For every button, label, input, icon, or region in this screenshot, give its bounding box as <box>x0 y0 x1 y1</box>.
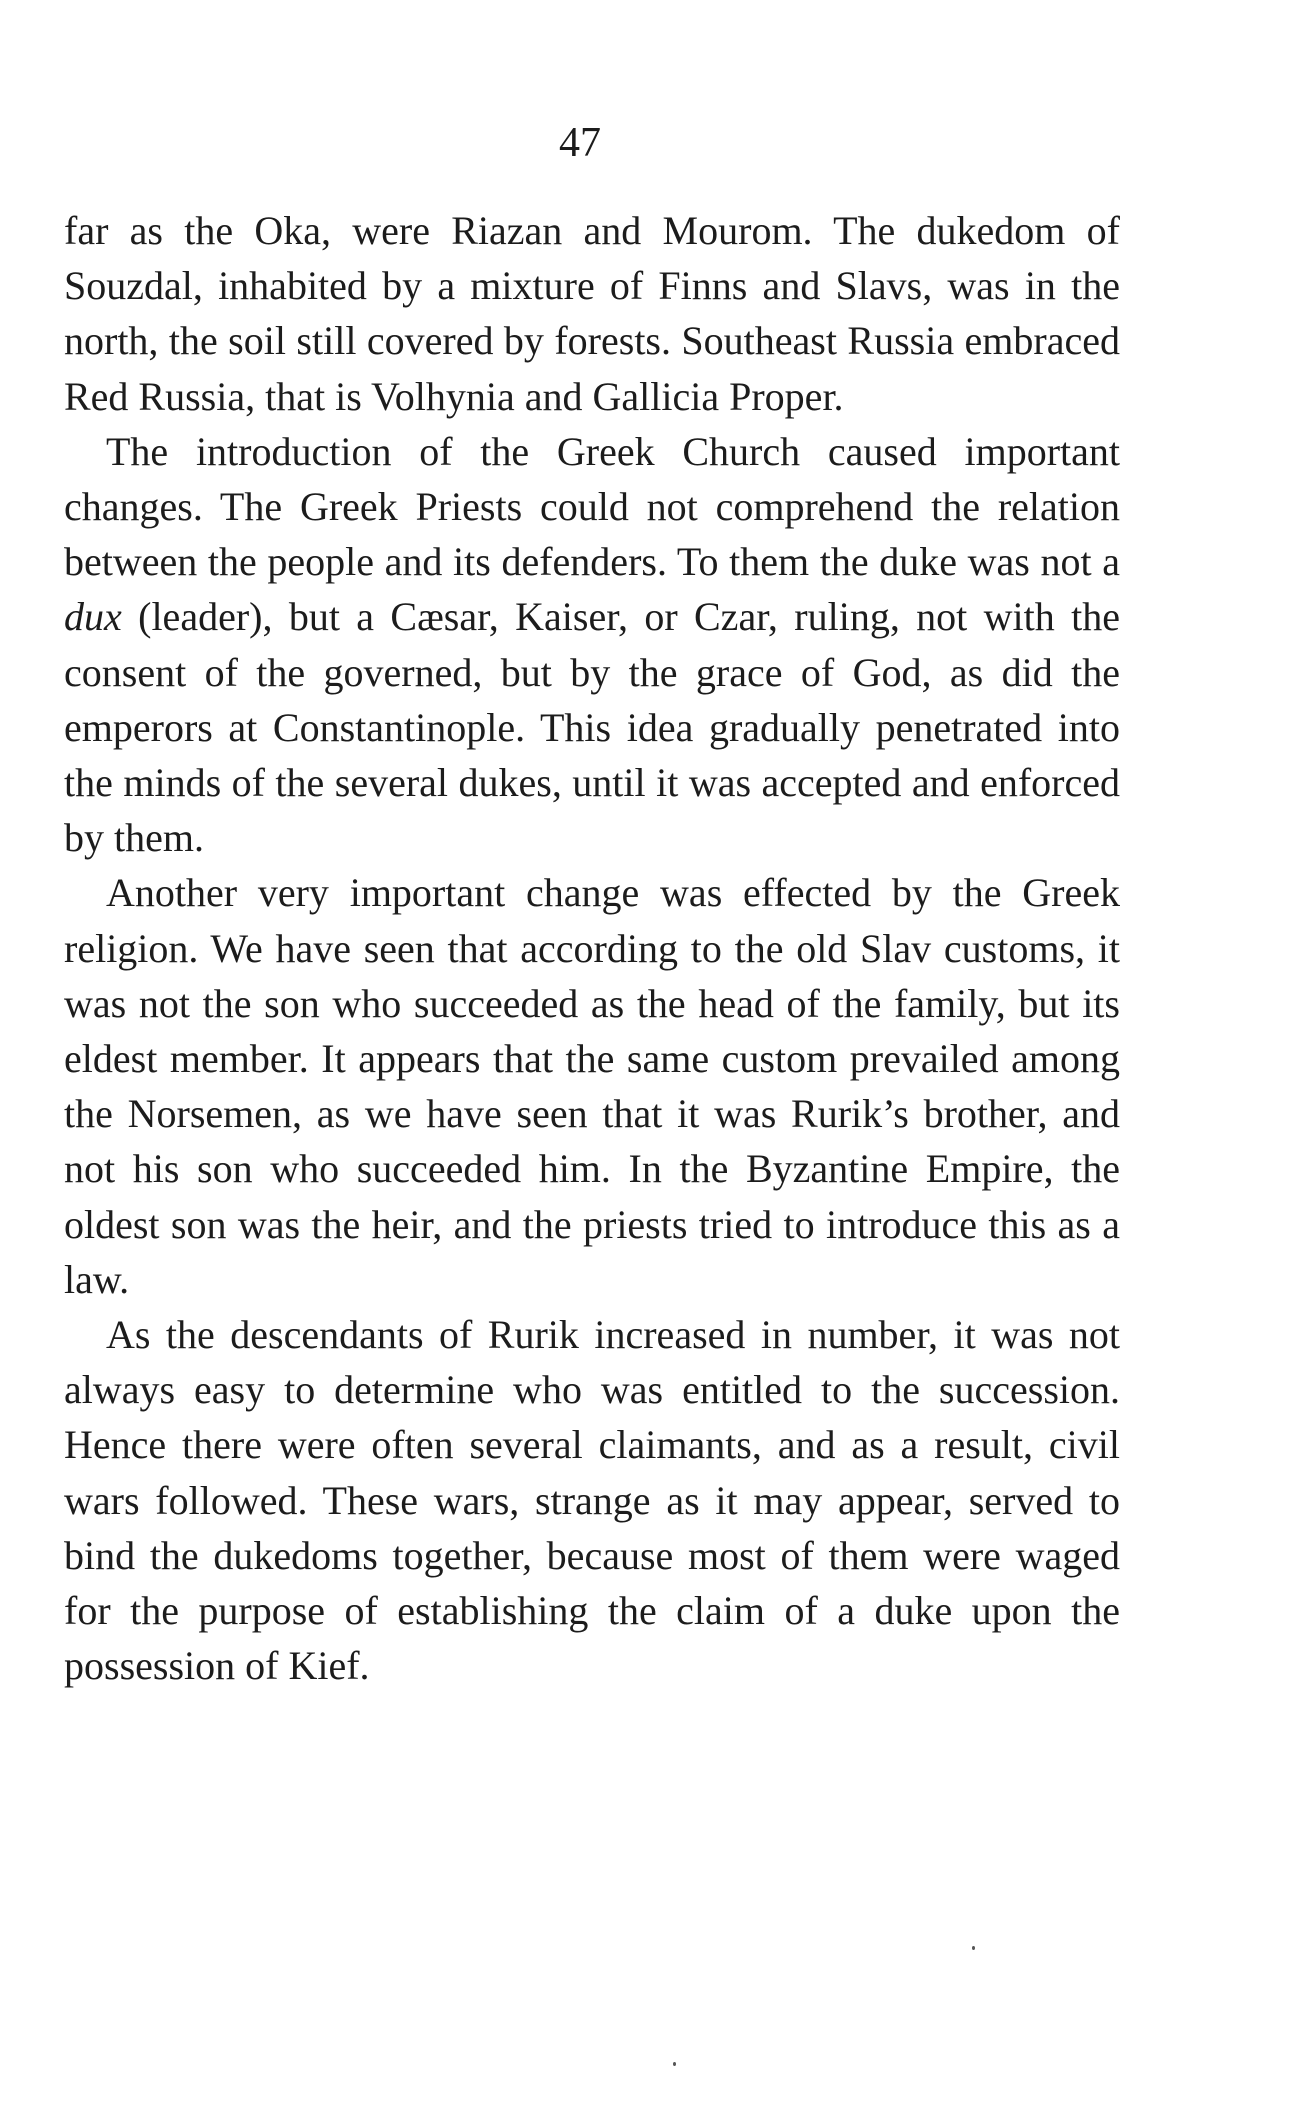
print-speck <box>673 2062 676 2066</box>
paragraph-3 <box>64 865 1120 1307</box>
print-speck <box>972 1946 975 1950</box>
paragraph-3-text: Another very important change was effected by the Greek religion. We have seen that according to the old Slav customs, it was not the son who succeeded as the head of the family, but its eldest member. It appears that the same custom prevailed among the Norsemen, as we have seen that it was Rurik’s brother, and not his son who succeeded him. In the Byzantine Empire, the oldest son was the heir, and the priests tried to introduce this as a law. <box>64 870 1120 1302</box>
paragraph-2 <box>64 424 1120 866</box>
paragraph-4-text: As the descendants of Rurik increased in number, it was not always easy to determine who was entitled to the succession. Hence there were often several claimants, and as a result, civil wars followed. These wars, strange as it may appear, served to bind the dukedoms together, because most of them were waged for the purpose of establishing the claim of a duke upon the possession of Kief. <box>64 1312 1120 1689</box>
paragraph-1-text: far as the Oka, were Riazan and Mourom. The dukedom of Souzdal, inhabited by a mixture of Finns and Slavs, was in the north, the soil still covered by forests. Southeast Russia embraced Red Russia, that is Volhynia and Gallicia Proper. <box>64 208 1120 419</box>
body-text <box>64 203 1120 1693</box>
paragraph-1 <box>64 203 1120 424</box>
paragraph-2-italic-term: dux <box>64 594 122 640</box>
paragraph-2-text-b: (leader), but a Cæsar, Kaiser, or Czar, ruling, not with the consent of the governed, but by the grace of God, as did the emperors at Constantinople. This idea gradually penetrated into the minds of the several dukes, until it was accepted and enforced by them. <box>64 594 1120 861</box>
page-number: 47 <box>559 120 601 166</box>
paragraph-4 <box>64 1307 1120 1693</box>
paragraph-2-text-a: The introduction of the Greek Church caused important changes. The Greek Priests could not comprehend the relation between the people and its defenders. To them the duke was not a <box>64 428 1120 585</box>
